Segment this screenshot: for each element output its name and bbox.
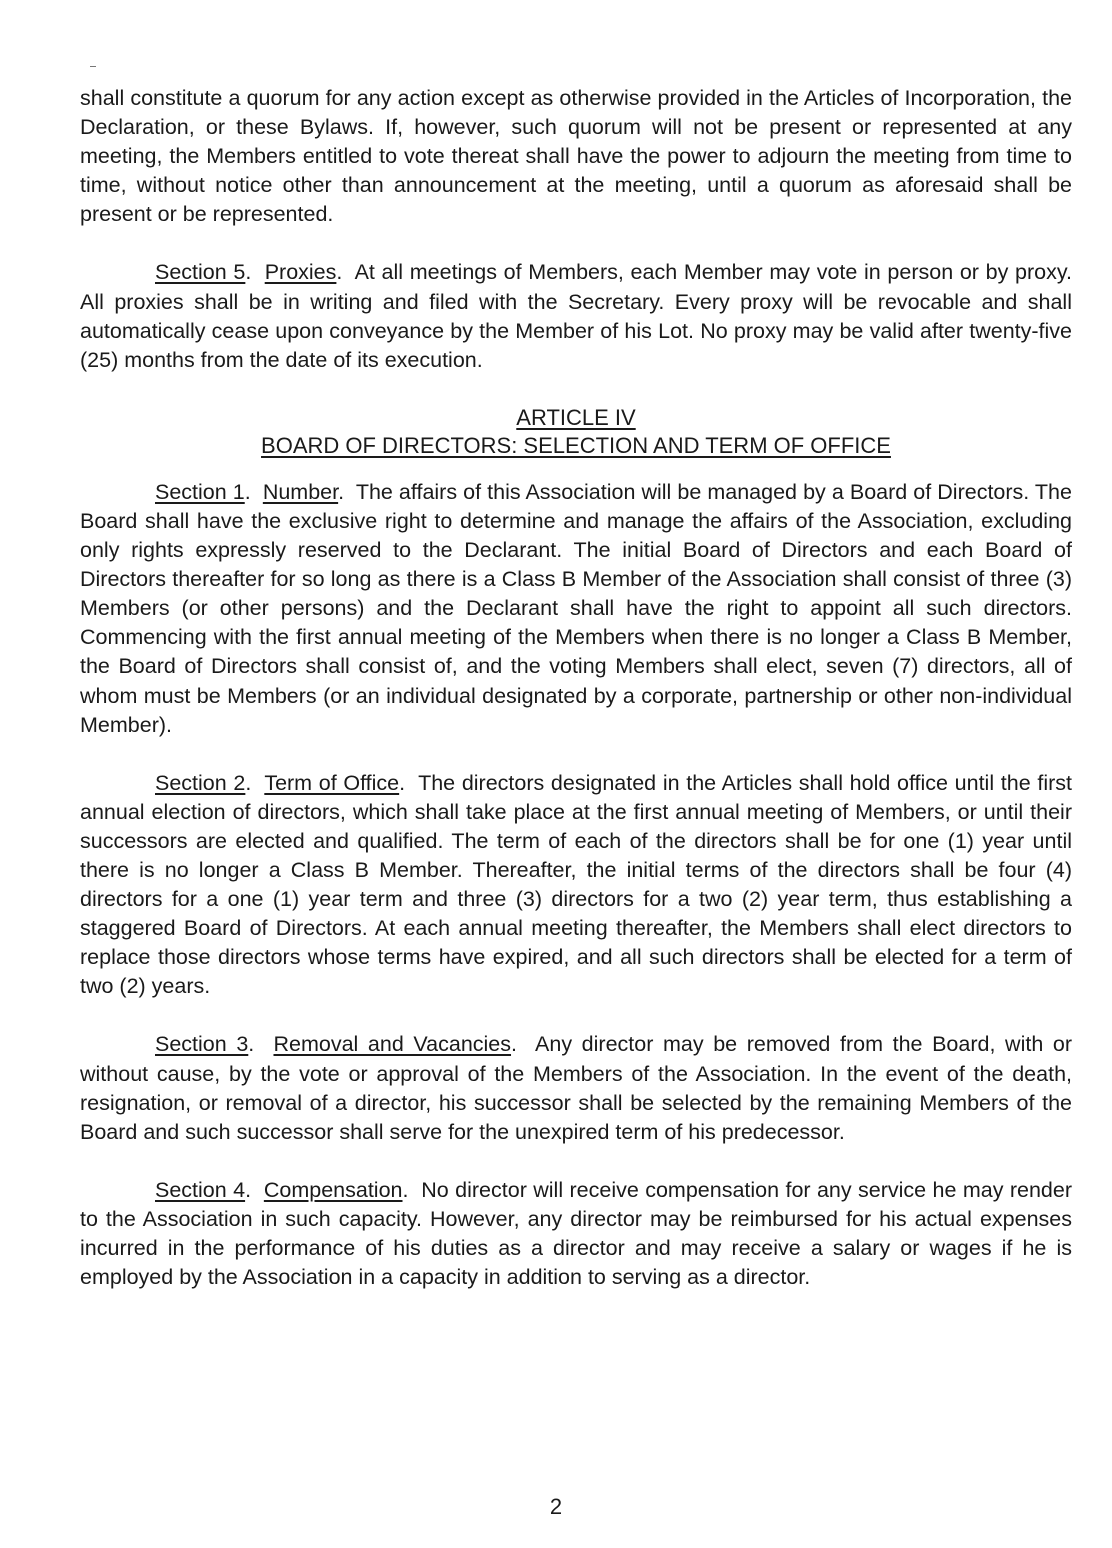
section-3-number: Section 3 <box>155 1032 249 1057</box>
spacer <box>80 1001 1072 1030</box>
section-3-paragraph: Section 3. Removal and Vacancies. Any director may be removed from the Board, with or without cause, by the vote or approval of the Members of the Association. In the event of the death, resignation, or removal of a director, his successor shall be selected by the remaining Members of the Board and such successor shall serve for the unexpired term of his predecessor. <box>80 1032 1073 1144</box>
section-5-paragraph: Section 5. Proxies. At all meetings of Members, each Member may vote in person or by proxy. All proxies shall be in writing and filed with the Secretary. Every proxy will be revocable and shall automatically cease upon conveyance by the Member of his Lot. No proxy may be valid after twenty-five (25) months from the date of its execution. <box>80 260 1072 372</box>
document-page <box>80 84 1072 1292</box>
spacer <box>80 460 1072 478</box>
article-number-heading: ARTICLE IV <box>516 404 636 430</box>
section-1-body: The affairs of this Association will be managed by a Board of Directors. The Board shall have the exclusive right to determine and manage the affairs of the Association, excluding only rights expressly reserved to the Declarant. The initial Board of Directors and each Board of Directors thereafter for so long as there is a Class B Member of the Association shall consist of three (3) Members (or other persons) and the Declarant shall have the right to appoint all such directors. Commencing with the first annual meeting of the Members when there is no longer a Class B Member, the Board of Directors shall consist of, and the voting Members shall elect, seven (7) directors, all of whom must be Members (or an individual designated by a corporate, partnership or other non-individual Member). <box>80 479 1072 737</box>
section-1-title: Number <box>262 479 339 504</box>
section-4-title: Compensation <box>263 1177 403 1202</box>
section-4-paragraph: Section 4. Compensation. No director will receive compensation for any service he may render to the Association in such capacity. However, any director may be reimbursed for his actual expenses incurred in the performance of his duties as a director and may receive a salary or wages if he is employed by the Association in a capacity in addition to serving as a director. <box>80 1177 1073 1290</box>
section-1-paragraph: Section 1. Number. The affairs of this Association will be managed by a Board of Directors. The Board shall have the exclusive right to determine and manage the affairs of the Association, excluding only rights expressly reserved to the Declarant. The initial Board of Directors and each Board of Directors thereafter for so long as there is a Class B Member of the Association shall consist of three (3) Members (or other persons) and the Declarant shall have the right to appoint all such directors. Commencing with the first annual meeting of the Members when there is no longer a Class B Member, the Board of Directors shall consist of, and the voting Members shall elect, seven (7) directors, all of whom must be Members (or an individual designated by a corporate, partnership or other non-individual Member). <box>80 479 1072 737</box>
spacer <box>80 1147 1072 1176</box>
section-3-title: Removal and Vacancies <box>273 1032 512 1057</box>
section-2-body: The directors designated in the Articles shall hold office until the first annual election of directors, which shall take place at the first annual meeting of Members, or until their successors are elected and qualified. The term of each of the directors shall be for one (1) year until there is no longer a Class B Member. Thereafter, the initial terms of the directors shall be four (4) directors for a one (1) year term and three (3) directors for a two (2) year term, thus establishing a staggered Board of Directors. At each annual meeting thereafter, the Members shall elect directors to replace those directors whose terms have expired, and all such directors shall be elected for a term of two (2) years. <box>80 770 1072 999</box>
continuation-paragraph: shall constitute a quorum for any action except as otherwise provided in the Articles of Incorporation, the Declaration, or these Bylaws. If, however, such quorum will not be present or represented at any meeting, the Members entitled to vote thereat shall have the power to adjourn the meeting from time to time, without notice other than announcement at the meeting, until a quorum as aforesaid shall be present or be represented. <box>80 86 1072 227</box>
section-4-number: Section 4 <box>155 1177 246 1202</box>
section-4-body: No director will receive compensation for any service he may render to the Association in such capacity. However, any director may be reimbursed for his actual expenses incurred in the performance of his duties as a director and may receive a salary or wages if he is employed by the Association in a capacity in addition to serving as a director. <box>80 1177 1073 1290</box>
section-2-title: Term of Office <box>264 770 400 795</box>
spacer <box>80 740 1072 769</box>
section-2-number: Section 2 <box>155 770 246 795</box>
section-5-title: Proxies <box>264 260 337 285</box>
section-3-body: Any director may be removed from the Board, with or without cause, by the vote or approval of the Members of the Association. In the event of the death, resignation, or removal of a director, his successor shall be selected by the remaining Members of the Board and such successor shall serve for the unexpired term of his predecessor. <box>80 1032 1073 1144</box>
spacer <box>80 375 1072 404</box>
spacer <box>80 229 1072 258</box>
section-2-paragraph: Section 2. Term of Office. The directors designated in the Articles shall hold office until the first annual election of directors, which shall take place at the first annual meeting of Members, or until their successors are elected and qualified. The term of each of the directors shall be for one (1) year until there is no longer a Class B Member. Thereafter, the initial terms of the directors shall be four (4) directors for a one (1) year term and three (3) directors for a two (2) year term, thus establishing a staggered Board of Directors. At each annual meeting thereafter, the Members shall elect directors to replace those directors whose terms have expired, and all such directors shall be elected for a term of two (2) years. <box>80 770 1072 999</box>
section-1-number: Section 1 <box>155 479 245 504</box>
page-number: 2 <box>549 1494 563 1519</box>
scan-speck <box>90 66 96 67</box>
section-5-number: Section 5 <box>155 260 246 285</box>
section-5-body: At all meetings of Members, each Member may vote in person or by proxy. All proxies shall be in writing and filed with the Secretary. Every proxy will be revocable and shall automatically cease upon conveyance by the Member of his Lot. No proxy may be valid after twenty-five (25) months from the date of its execution. <box>80 260 1072 372</box>
article-title-heading: BOARD OF DIRECTORS: SELECTION AND TERM OF OFFICE <box>261 432 891 458</box>
